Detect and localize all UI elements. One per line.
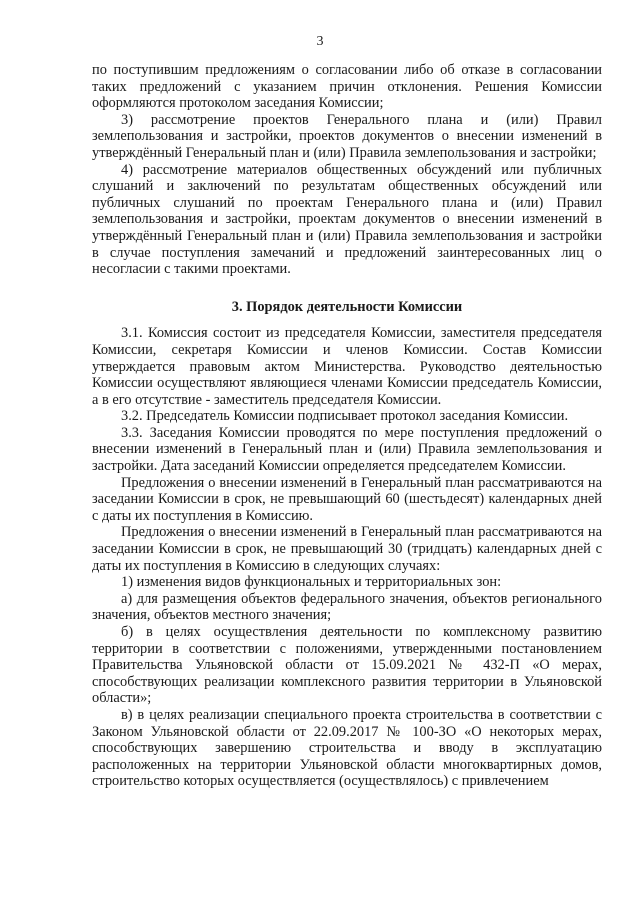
- page-number: 3: [316, 34, 324, 49]
- list-item-a: а) для размещения объектов федерального значения, объектов регионального значения, объектов местного значения;: [92, 590, 602, 624]
- section-heading: 3. Порядок деятельности Комиссии: [231, 298, 463, 315]
- paragraph-item-4: 4) рассмотрение материалов общественных обсуждений или публичных слушаний и заключений по результатам общественных обсуждений или публичных слушаний по проектам Генерального плана и (или) Правил землепользования и застройки, проектам документов о внесении изменений в утверждённый Генеральный план и (или) Правила землепользования и застройки в случае поступления замечаний и предложений заинтересованных лиц о несогласии с такими проектами.: [92, 161, 602, 278]
- paragraph-continuation: по поступившим предложениям о согласовании либо об отказе в согласовании таких предложений с указанием причин отклонения. Решения Комиссии оформляются протоколом заседания Комиссии;: [92, 62, 602, 112]
- paragraph-proposals-60: Предложения о внесении изменений в Генеральный план рассматриваются на заседании Комиссии в срок, не превышающий 60 (шестьдесят) календарных дней с даты их поступления в Комиссию.: [92, 474, 602, 524]
- document-body: [92, 62, 602, 790]
- paragraph-3-3: 3.3. Заседания Комиссии проводятся по мере поступления предложений о внесении изменений в Генеральный план и (или) Правила землепользования и застройки. Дата заседаний Комиссии определяется председателем Комиссии.: [92, 424, 602, 475]
- paragraph-3-1: 3.1. Комиссия состоит из председателя Комиссии, заместителя председателя Комиссии, секретаря Комиссии и членов Комиссии. Состав Комиссии утверждается правовым актом Министерства. Руководство деятельностью Комиссии осуществляют являющиеся членами Комиссии председатель Комиссии, а в его отсутствие - заместитель председателя Комиссии.: [92, 325, 602, 408]
- paragraph-3-2: 3.2. Председатель Комиссии подписывает протокол заседания Комиссии.: [121, 408, 569, 425]
- list-item-c: в) в целях реализации специального проекта строительства в соответствии с Законом Ульяновской области от 22.09.2017 № 100-ЗО «О некоторых мерах, способствующих завершению строительства и вводу в эксплуатацию расположенных на территории Ульяновской области многоквартирных домов, строительство которых осуществляется (осуществлялось) с привлечением: [92, 706, 602, 790]
- paragraph-item-3: 3) рассмотрение проектов Генерального плана и (или) Правил землепользования и застройки, проектов документов о внесении изменений в утверждённый Генеральный план и (или) Правила землепользования и застройки;: [92, 111, 602, 161]
- list-item-b: б) в целях осуществления деятельности по комплексному развитию территории в соответствии с положениями, утвержденными постановлением Правительства Ульяновской области от 15.09.2021 № 432-П «О мерах, способствующих реализации комплексного развития территории в Ульяновской области»;: [92, 624, 602, 707]
- paragraph-proposals-30: Предложения о внесении изменений в Генеральный план рассматриваются на заседании Комиссии в срок, не превышающий 30 (тридцать) календарных дней с даты их поступления в Комиссию в следующих случаях:: [92, 524, 602, 574]
- list-item-1: 1) изменения видов функциональных и территориальных зон:: [121, 574, 502, 591]
